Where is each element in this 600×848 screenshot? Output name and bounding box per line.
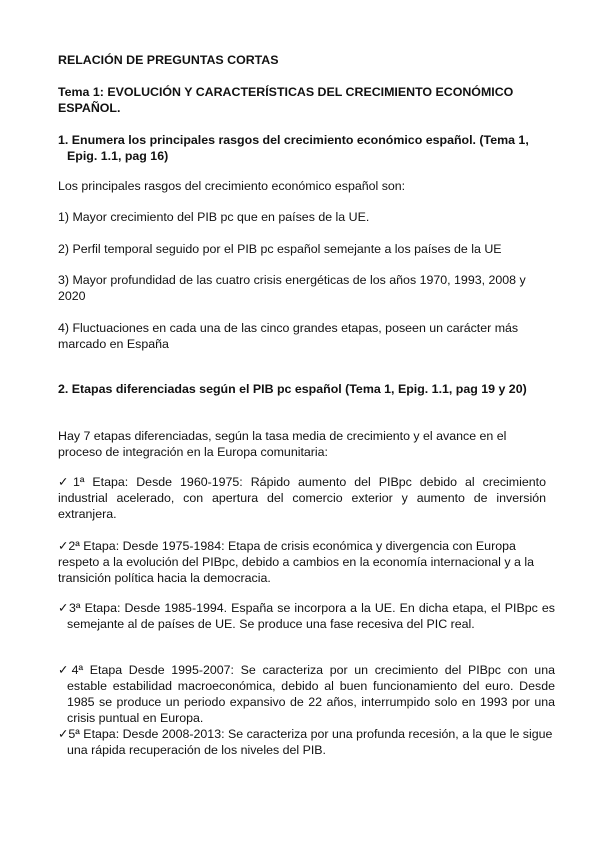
stage-5-text: 5ª Etapa: Desde 2008-2013: Se caracteriza por una profunda recesión, a la que le sigue una rápida recuperación de los niveles del PIB. xyxy=(67,727,553,757)
check-icon: ✓ xyxy=(58,727,69,741)
stage-5 xyxy=(58,726,555,758)
stage-3 xyxy=(58,600,555,632)
tema-heading: Tema 1: EVOLUCIÓN Y CARACTERÍSTICAS DEL CRECIMIENTO ECONÓMICO ESPAÑOL. xyxy=(58,85,514,115)
question-2-heading: 2. Etapas diferenciadas según el PIB pc español (Tema 1, Epig. 1.1, pag 19 y 20) xyxy=(58,382,527,396)
stage-1 xyxy=(58,474,546,522)
stage-4-text: 4ª Etapa Desde 1995-2007: Se caracteriza por un crecimiento del PIBpc con una estable estabilidad macroeconómica, debido al buen funcionamiento del euro. Desde 1985 se produce un periodo expansivo de 22 años, interrumpido solo en 1993 por una crisis puntual en Europa. xyxy=(67,663,555,725)
check-icon: ✓ xyxy=(58,601,70,615)
stage-2-text: 2ª Etapa: Desde 1975-1984: Etapa de crisis económica y divergencia con Europa respeto a la evolución del PIBpc, debido a cambios en la economía internacional y a la transición política hacia la democracia. xyxy=(58,539,534,585)
check-icon: ✓ xyxy=(58,539,69,553)
question-1-item-2: 2) Perfil temporal seguido por el PIB pc español semejante a los países de la UE xyxy=(58,242,502,256)
stage-1-text: 1ª Etapa: Desde 1960-1975: Rápido aumento del PIBpc debido al crecimiento industrial acelerado, con apertura del comercio exterior y aumento de inversión extranjera. xyxy=(58,475,546,521)
question-1-item-3: 3) Mayor profundidad de las cuatro crisis energéticas de los años 1970, 1993, 2008 y 2020 xyxy=(58,273,526,303)
question-1-intro: Los principales rasgos del crecimiento económico español son: xyxy=(58,179,406,193)
document-title: RELACIÓN DE PREGUNTAS CORTAS xyxy=(58,53,279,67)
question-1-heading: 1. Enumera los principales rasgos del crecimiento económico español. (Tema 1, Epig. 1.1, pag 16) xyxy=(58,133,529,163)
question-1-item-1: 1) Mayor crecimiento del PIB pc que en países de la UE. xyxy=(58,210,370,224)
stage-2 xyxy=(58,538,546,586)
check-icon: ✓ xyxy=(58,663,72,677)
stage-3-text: 3ª Etapa: Desde 1985-1994. España se incorpora a la UE. En dicha etapa, el PIBpc es semejante al de países de UE. Se produce una fase recesiva del PIC real. xyxy=(67,601,555,631)
question-2-intro: Hay 7 etapas diferenciadas, según la tasa media de crecimiento y el avance en el proceso de integración en la Europa comunitaria: xyxy=(58,429,507,459)
stage-4 xyxy=(58,662,555,726)
check-icon: ✓ xyxy=(58,475,73,489)
question-1-item-4: 4) Fluctuaciones en cada una de las cinco grandes etapas, poseen un carácter más marcado en España xyxy=(58,321,519,351)
